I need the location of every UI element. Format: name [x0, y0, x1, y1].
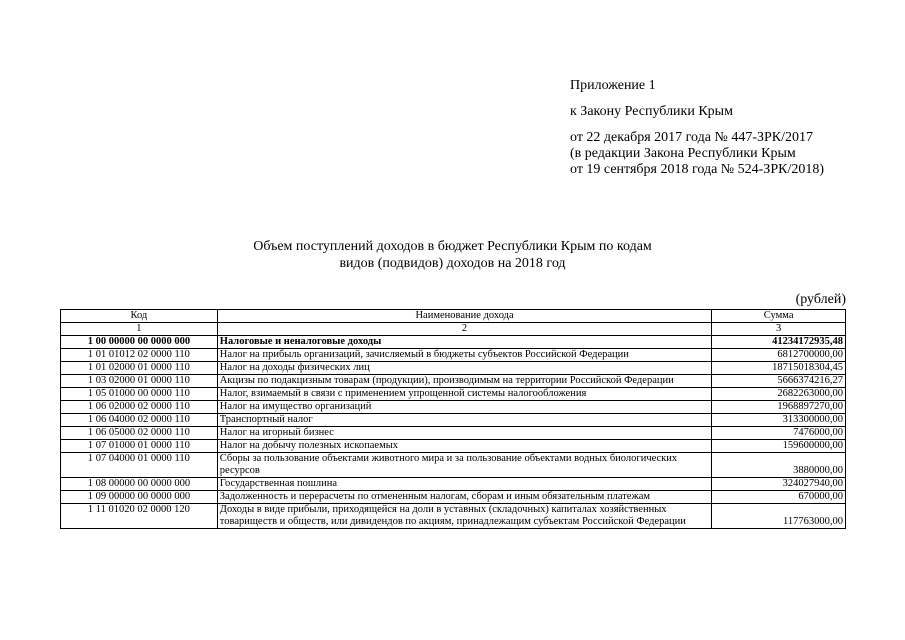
table-row — [61, 453, 846, 478]
table-header-row — [61, 310, 846, 323]
income-sum-cell: 1968897270,00 — [712, 401, 846, 414]
table-row — [61, 440, 846, 453]
column-number-3: 3 — [712, 323, 846, 336]
table-row — [61, 349, 846, 362]
table-row — [61, 478, 846, 491]
table-row — [61, 491, 846, 504]
income-sum-cell: 5666374216,27 — [712, 375, 846, 388]
table-row — [61, 336, 846, 349]
column-header-sum: Сумма — [712, 310, 846, 323]
table-row — [61, 362, 846, 375]
income-code-cell: 1 07 04000 01 0000 110 — [61, 453, 218, 478]
table-row — [61, 388, 846, 401]
table-row — [61, 504, 846, 529]
income-sum-cell: 670000,00 — [712, 491, 846, 504]
income-sum-cell: 3880000,00 — [712, 453, 846, 478]
income-sum-cell: 2682263000,00 — [712, 388, 846, 401]
appendix-number: Приложение 1 — [570, 78, 656, 93]
income-name-cell: Налог на доходы физических лиц — [217, 362, 712, 375]
income-name-cell: Сборы за пользование объектами животного мира и за пользование объектами водных биологических ресурсов — [217, 453, 712, 478]
table-row — [61, 414, 846, 427]
income-sum-cell: 324027940,00 — [712, 478, 846, 491]
income-code-cell: 1 08 00000 00 0000 000 — [61, 478, 218, 491]
income-name-cell: Акцизы по подакцизным товарам (продукции), производимым на территории Российской Федерации — [217, 375, 712, 388]
income-code-cell: 1 07 01000 01 0000 110 — [61, 440, 218, 453]
income-sum-cell: 41234172935,48 — [712, 336, 846, 349]
income-sum-cell: 117763000,00 — [712, 504, 846, 529]
income-name-cell: Доходы в виде прибыли, приходящейся на доли в уставных (складочных) капиталах хозяйственных товариществ и обществ, или дивидендов по акциям, принадлежащим субъектам Российской Федерации — [217, 504, 712, 529]
income-name-cell: Государственная пошлина — [217, 478, 712, 491]
law-date: от 22 декабря 2017 года № 447-ЗРК/2017 — [570, 130, 814, 145]
income-code-cell: 1 09 00000 00 0000 000 — [61, 491, 218, 504]
income-name-cell: Налоговые и неналоговые доходы — [217, 336, 712, 349]
column-header-name: Наименование дохода — [217, 310, 712, 323]
column-number-2: 2 — [217, 323, 712, 336]
income-name-cell: Налог, взимаемый в связи с применением упрощенной системы налогообложения — [217, 388, 712, 401]
column-number-row — [61, 323, 846, 336]
units-label: (рублей) — [795, 292, 846, 307]
title-line2: видов (подвидов) доходов на 2018 год — [339, 256, 566, 271]
title-line1: Объем поступлений доходов в бюджет Республики Крым по кодам — [253, 239, 652, 254]
income-name-cell: Налог на игорный бизнес — [217, 427, 712, 440]
law-reference: к Закону Республики Крым — [570, 104, 733, 119]
income-code-cell: 1 06 05000 02 0000 110 — [61, 427, 218, 440]
table-row — [61, 427, 846, 440]
income-code-cell: 1 00 00000 00 0000 000 — [61, 336, 218, 349]
column-number-1: 1 — [61, 323, 218, 336]
revision-note-line2: от 19 сентября 2018 года № 524-ЗРК/2018) — [570, 162, 824, 177]
income-sum-cell: 18715018304,45 — [712, 362, 846, 375]
income-sum-cell: 159600000,00 — [712, 440, 846, 453]
income-name-cell: Налог на добычу полезных ископаемых — [217, 440, 712, 453]
income-code-cell: 1 01 01012 02 0000 110 — [61, 349, 218, 362]
revision-note-line1: (в редакции Закона Республики Крым — [570, 146, 796, 161]
appendix-header — [570, 78, 824, 178]
income-name-cell: Задолженность и перерасчеты по отмененным налогам, сборам и иным обязательным платежам — [217, 491, 712, 504]
table-row — [61, 375, 846, 388]
income-sum-cell: 313300000,00 — [712, 414, 846, 427]
income-code-cell: 1 05 01000 00 0000 110 — [61, 388, 218, 401]
income-sum-cell: 6812700000,00 — [712, 349, 846, 362]
income-name-cell: Транспортный налог — [217, 414, 712, 427]
income-sum-cell: 7476000,00 — [712, 427, 846, 440]
income-table — [60, 309, 846, 529]
income-code-cell: 1 01 02000 01 0000 110 — [61, 362, 218, 375]
income-code-cell: 1 06 02000 02 0000 110 — [61, 401, 218, 414]
income-code-cell: 1 03 02000 01 0000 110 — [61, 375, 218, 388]
income-name-cell: Налог на имущество организаций — [217, 401, 712, 414]
income-code-cell: 1 06 04000 02 0000 110 — [61, 414, 218, 427]
income-name-cell: Налог на прибыль организаций, зачисляемый в бюджеты субъектов Российской Федерации — [217, 349, 712, 362]
column-header-code: Код — [61, 310, 218, 323]
income-code-cell: 1 11 01020 02 0000 120 — [61, 504, 218, 529]
table-row — [61, 401, 846, 414]
document-title — [60, 238, 845, 272]
